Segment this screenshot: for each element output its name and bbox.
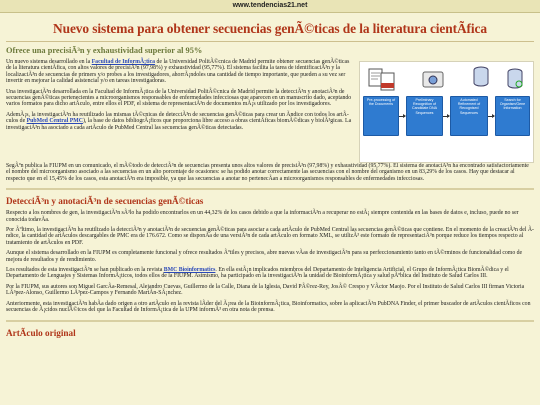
step-automated-refinement: Automated Refinement of Recognised Sequences — [450, 96, 488, 136]
arrow-2 — [443, 116, 449, 117]
step-preprocessing: Pre-processing of the Documents — [363, 96, 399, 136]
paragraph-8: Los resultados de esta investigaciÃ³n se han publicado en la revista BMC Bioinformatics. En ella estÃ¡n implicados miembros del Departamento de Inteligencia Artificial, el Grupo de InformÃ¡tica BiomÃ©dica y el Departamento de Lenguajes y Sistemas InformÃ¡ticos, todos ellos de la FIUPM. Asimismo, ha participado en la investigaciÃ³n la unidad de BioinformÃ¡tica y salud pÃºblica del Instituto de Salud Carlos III. — [6, 267, 509, 280]
link-pubmed-central[interactable]: PubMed Central PMC — [26, 118, 83, 125]
arrow-3 — [488, 116, 494, 117]
link-bmc-bioinformatics[interactable]: BMC Bioinformatics — [163, 267, 216, 274]
article — [0, 21, 540, 338]
paragraph-10: Anteriormente, esta investigaciÃ³n habÃa dado origen a otro artÃculo en la revista lÃder del Ã¡rea de la BioinformÃ¡tica, Bioinformatics, sobre la aplicaciÃ³n PubDNA Finder, el primer buscador de artÃculos cientÃficos con secuencias de Ã¡cidos nuclÃ©icos del que la Facultad de InformÃ¡tica de la UPM informÃ³ en otra nota de prensa. — [6, 300, 531, 314]
database-icon — [472, 66, 490, 88]
site-header — [0, 0, 540, 13]
arrow-1 — [399, 116, 405, 117]
pdf-icon — [380, 72, 396, 92]
divider — [6, 41, 534, 42]
step-search-organism-gene: Search for Organism/Gene Information — [495, 96, 530, 136]
paragraph-3: AdemÃ¡s, la investigaciÃ³n ha reutilizado las mismas tÃ©cnicas de detecciÃ³n de secuencias genÃ©ticas para crear un Ãndice con todos los artÃculos de PubMed Central PMC), la base de datos bibliogrÃ¡ficos que proporciona libre acceso a obras cientÃficas biomÃ©dicas y biolÃ³gicas. La investigaciÃ³n ha asociado a cada artÃculo de PubMed Central las secuencias genÃ©ticas detectadas. — [6, 111, 352, 131]
paragraph-4: SegÃºn publica la FIUPM en un comunicado, el mÃ©todo de detecciÃ³n de secuencias presenta unos altos valores de precisiÃ³n (97,98%) y exhaustividad (95,77%). El sistema de anotaciÃ³n ha encontrado satisfactoriamente el nombre del microorganismo asociado a las secuencias en un alto porcentaje de ocasiones: se ha podido anotar correctamente las secuencias con el nombre del organismo en un 83,29% de los casos. Hay que destacar al respecto que en el 15,45% de los casos, esta anotaciÃ³n era imposible, ya que las secuencias a anotar no pertenecÃan a microorganismos responsables de enfermedades infecciosas. — [6, 163, 529, 182]
paragraph-5: Respecto a los nombres de gen, la investigaciÃ³n sÃ³lo ha podido encontrarlos en un 44,32% de los casos debido a que la informaciÃ³n a recuperar no estÃ¡ siempre contenida en las bases de datos e, incluso, puede no ser conocida todavÃa. — [6, 210, 519, 223]
intro-row — [6, 59, 534, 163]
page-title: Nuevo sistema para obtener secuencias genÃ©ticas de la literatura cientÃfica — [53, 21, 487, 36]
paragraph-6: Por Ãºltimo, la investigaciÃ³n ha reutilizado la detecciÃ³n y anotaciÃ³n de secuencias genÃ©ticas para asociar a cada artÃculo de PubMed Central las secuencias genÃ©ticas que contiene. En el momento de la creaciÃ³n del Ãndice, la cantidad de artÃculos descargables de PMC era de 176.672. Como se disponÃa de una versiÃ³n de cada artÃculo en formato XML, se utilizÃ³ este formato de representaciÃ³n porque reduce los tiempos respecto al tratamiento de artÃculos en PDF. — [6, 227, 534, 246]
process-icon — [422, 70, 444, 90]
paragraph-1: Un nuevo sistema desarrollado en la Facultad de InformÃ¡tica de la Universidad PolitÃ©cnica de Madrid permite obtener secuencias genÃ©ticas de la literatura cientÃfica, con altos valores de precisiÃ³n (97,98%) y exhaustividad (95,77%). El sistema facilita la tarea de identificaciÃ³n y la localizaciÃ³n de secuencias de primers y/o probes a los investigadores, ahorrÃ¡ndoles una cantidad de tiempo importante, que pueden a su vez ser invertir en mejorar la calidad asistencial y/o en tareas investigadoras. — [6, 59, 350, 85]
step-preliminary-recognition: Preliminary Recognition of Candidate DNA Sequences — [406, 96, 443, 136]
site-url[interactable]: www.tendencias21.net — [232, 2, 308, 9]
database-icon-2 — [506, 68, 524, 90]
link-facultad-informatica[interactable]: Facultad de InformÃ¡tica — [91, 59, 156, 65]
section-divider-2 — [6, 320, 534, 322]
paragraph-9: Por la FIUPM, sus autores son Miguel GarcÃa-Remesal, Alejandro Cuevas, Guillermo de la Calle, Diana de la Iglesia, David PÃ©rez-Rey, JosÃ© Crespo y VÃctor Maojo. Por el Instituto de Salud Carlos III firman Victoria LÃ³pez-Alonso, Guillermo LÃ³pez-Campos y Fernando MartÃn-SÃ¡nchez. — [6, 283, 525, 297]
section-title-deteccion: DetecciÃ³n y anotaciÃ³n de secuencias genÃ©ticas — [6, 196, 204, 207]
intro-text — [6, 59, 353, 163]
pipeline-figure — [359, 61, 534, 163]
article-subtitle: Ofrece una precisiÃ³n y exhaustividad superior al 95% — [6, 46, 203, 55]
section-divider — [6, 188, 534, 190]
paragraph-7: Aunque el sistema desarrollado en la FIUPM es completamente funcional y ofrece resultados Ãºtiles y precisos, abre nuevas vÃas de investigaciÃ³n para su perfeccionamiento tanto en tÃ©rminos de funcionalidad como de mejora de resultados y de rendimiento. — [6, 250, 523, 263]
paragraph-2: Una investigaciÃ³n desarrollada en la Facultad de InformÃ¡tica de la Universidad PolitÃ©cnica de Madrid permite la detecciÃ³n y anotaciÃ³n de secuencias genÃ©ticas pertenecientes a microorganismos responsables de enfermedades infecciosas que aparecen en un manuscrito dado, aceptando varios formatos para dicho artÃculo, entre ellos el PDF, el sistema de representaciÃ³n de documentos mÃ¡s utilizado por los investigadores. — [6, 88, 352, 108]
section-title-articulo-original: ArtÃculo original — [6, 327, 76, 338]
